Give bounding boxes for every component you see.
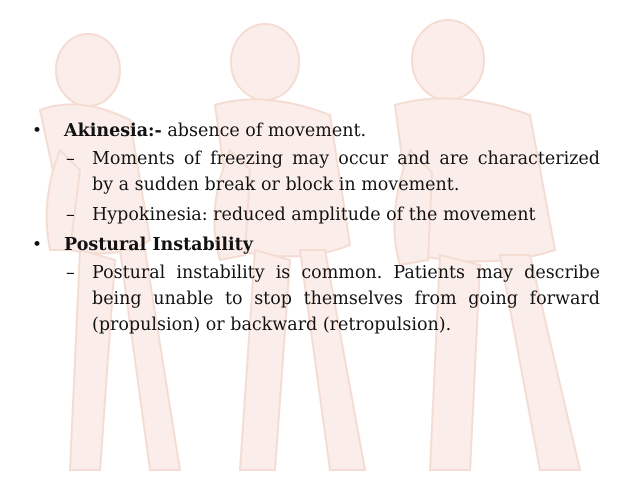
bullet-marker: • — [32, 121, 43, 141]
sub-bullet-text: Postural instability is common. Patients may describe being unable to stop themselves from going forward (propulsion) or backward (retropulsion). — [92, 263, 600, 335]
sub-bullet-postural — [28, 260, 600, 338]
bullet-postural-instability — [28, 232, 600, 258]
bullet-list — [28, 118, 600, 342]
bullet-title: Akinesia:- — [64, 121, 162, 141]
bullet-text: absence of movement. — [161, 121, 367, 141]
dash-marker: – — [66, 149, 75, 169]
bullet-marker: • — [32, 235, 43, 255]
bullet-title: Postural Instability — [64, 235, 253, 255]
sub-bullet-hypokinesia — [28, 202, 600, 228]
sub-bullet-freezing — [28, 146, 600, 198]
bullet-akinesia — [28, 118, 600, 144]
sub-bullet-text: Hypokinesia: reduced amplitude of the movement — [92, 205, 536, 225]
dash-marker: – — [66, 205, 75, 225]
dash-marker: – — [66, 263, 75, 283]
sub-bullet-text: Moments of freezing may occur and are characterized by a sudden break or block in movement. — [92, 149, 600, 195]
